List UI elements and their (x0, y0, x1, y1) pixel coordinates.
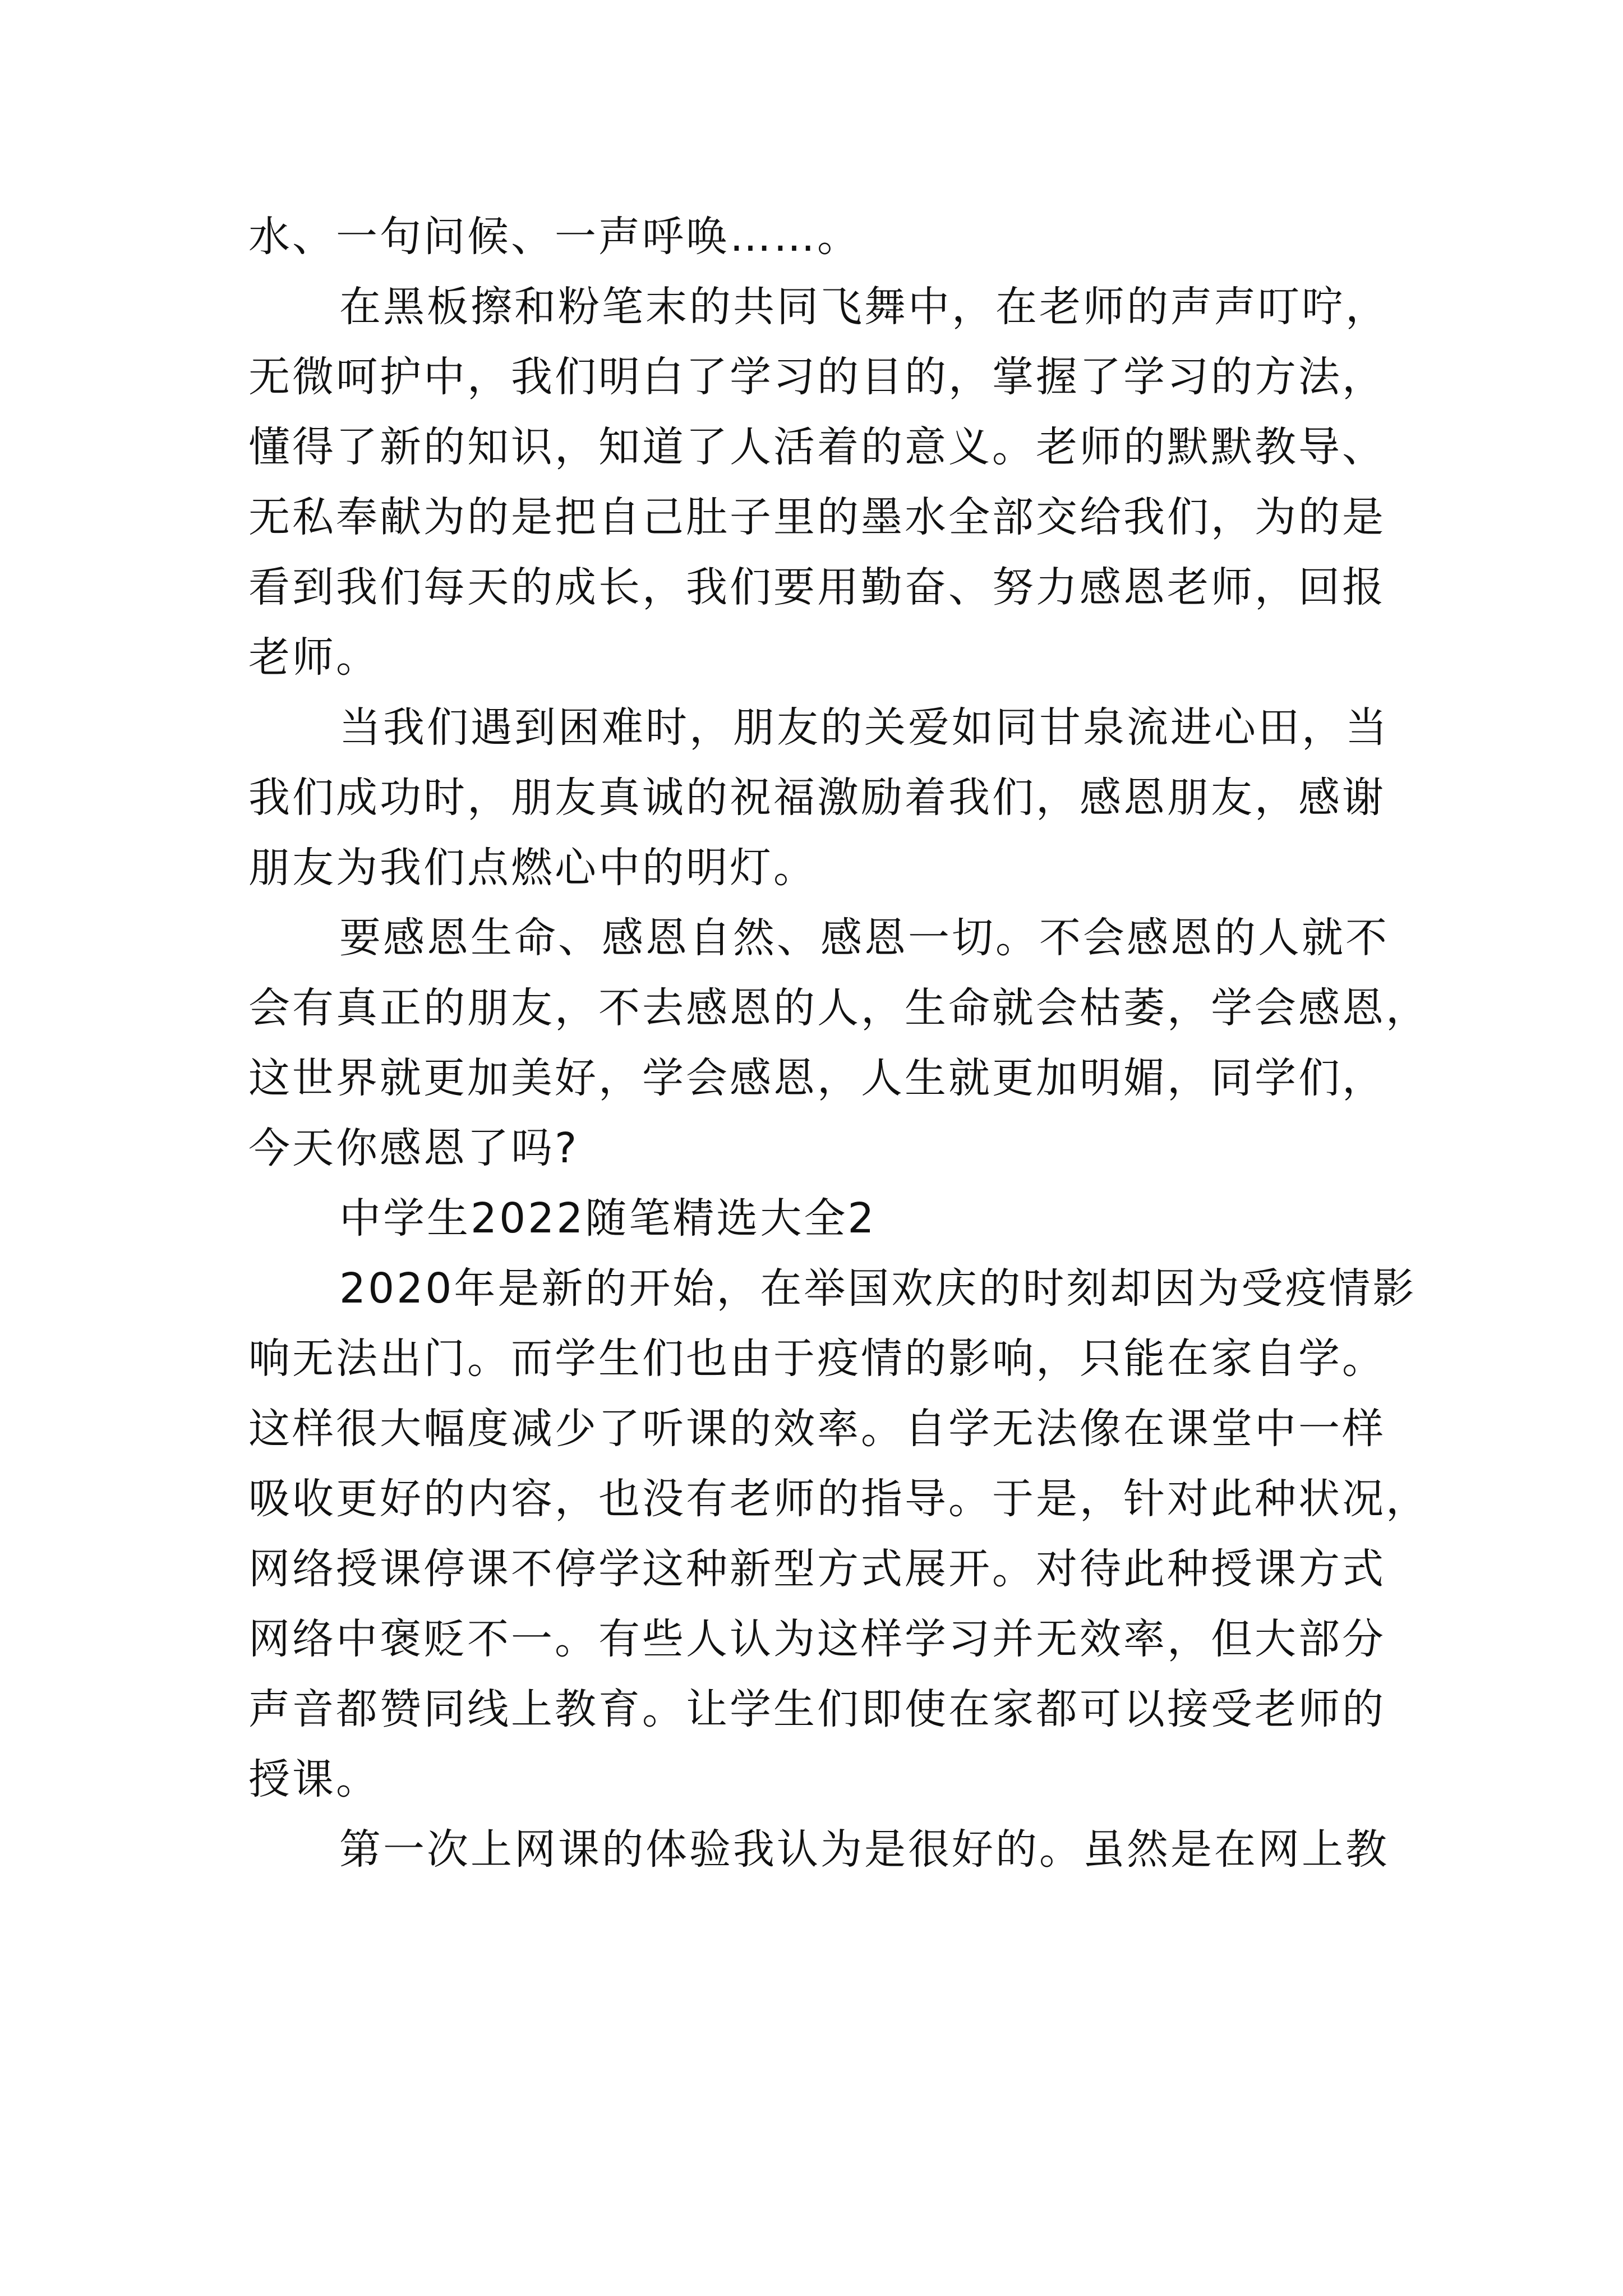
text-line: 懂得了新的知识，知道了人活着的意义。老师的默默教导、 (248, 423, 1386, 471)
text-line: 无私奉献为的是把自己肚子里的墨水全部交给我们，为的是 (248, 493, 1386, 541)
text-line: 网络中褒贬不一。有些人认为这样学习并无效率，但大部分 (248, 1615, 1386, 1663)
text-line: 授课。 (248, 1755, 380, 1803)
text-line: 无微呵护中，我们明白了学习的目的，掌握了学习的方法， (248, 353, 1386, 401)
text-line: 在黑板擦和粉笔末的共同飞舞中，在老师的声声叮咛， (339, 283, 1389, 331)
text-line: 看到我们每天的成长，我们要用勤奋、努力感恩老师，回报 (248, 563, 1386, 611)
text-line: 今天你感恩了吗? (248, 1124, 579, 1172)
body-text (248, 202, 1430, 1885)
text-line: 我们成功时，朋友真诚的祝福激励着我们，感恩朋友，感谢 (248, 774, 1386, 822)
text-line: 响无法出门。而学生们也由于疫情的影响，只能在家自学。 (248, 1335, 1386, 1383)
text-line: 会有真正的朋友，不去感恩的人，生命就会枯萎，学会感恩， (248, 984, 1430, 1032)
text-line: 这世界就更加美好，学会感恩，人生就更加明媚，同学们， (248, 1054, 1386, 1102)
text-line: 网络授课停课不停学这种新型方式展开。对待此种授课方式 (248, 1545, 1386, 1593)
text-line: 要感恩生命、感恩自然、感恩一切。不会感恩的人就不 (339, 914, 1389, 962)
text-line: 2020年是新的开始，在举国欢庆的时刻却因为受疫情影 (339, 1264, 1417, 1313)
section-heading: 中学生2022随笔精选大全2 (339, 1194, 877, 1243)
text-line: 第一次上网课的体验我认为是很好的。虽然是在网上教 (339, 1825, 1389, 1874)
text-line: 这样很大幅度减少了听课的效率。自学无法像在课堂中一样 (248, 1405, 1386, 1453)
text-line: 当我们遇到困难时，朋友的关爱如同甘泉流进心田，当 (339, 703, 1389, 752)
text-line: 老师。 (248, 633, 380, 682)
text-line: 朋友为我们点燃心中的明灯。 (248, 844, 817, 892)
text-line: 吸收更好的内容，也没有老师的指导。于是，针对此种状况， (248, 1475, 1430, 1523)
text-line: 水、一句问候、一声呼唤……。 (248, 213, 861, 261)
text-line: 声音都赞同线上教育。让学生们即使在家都可以接受老师的 (248, 1685, 1386, 1733)
